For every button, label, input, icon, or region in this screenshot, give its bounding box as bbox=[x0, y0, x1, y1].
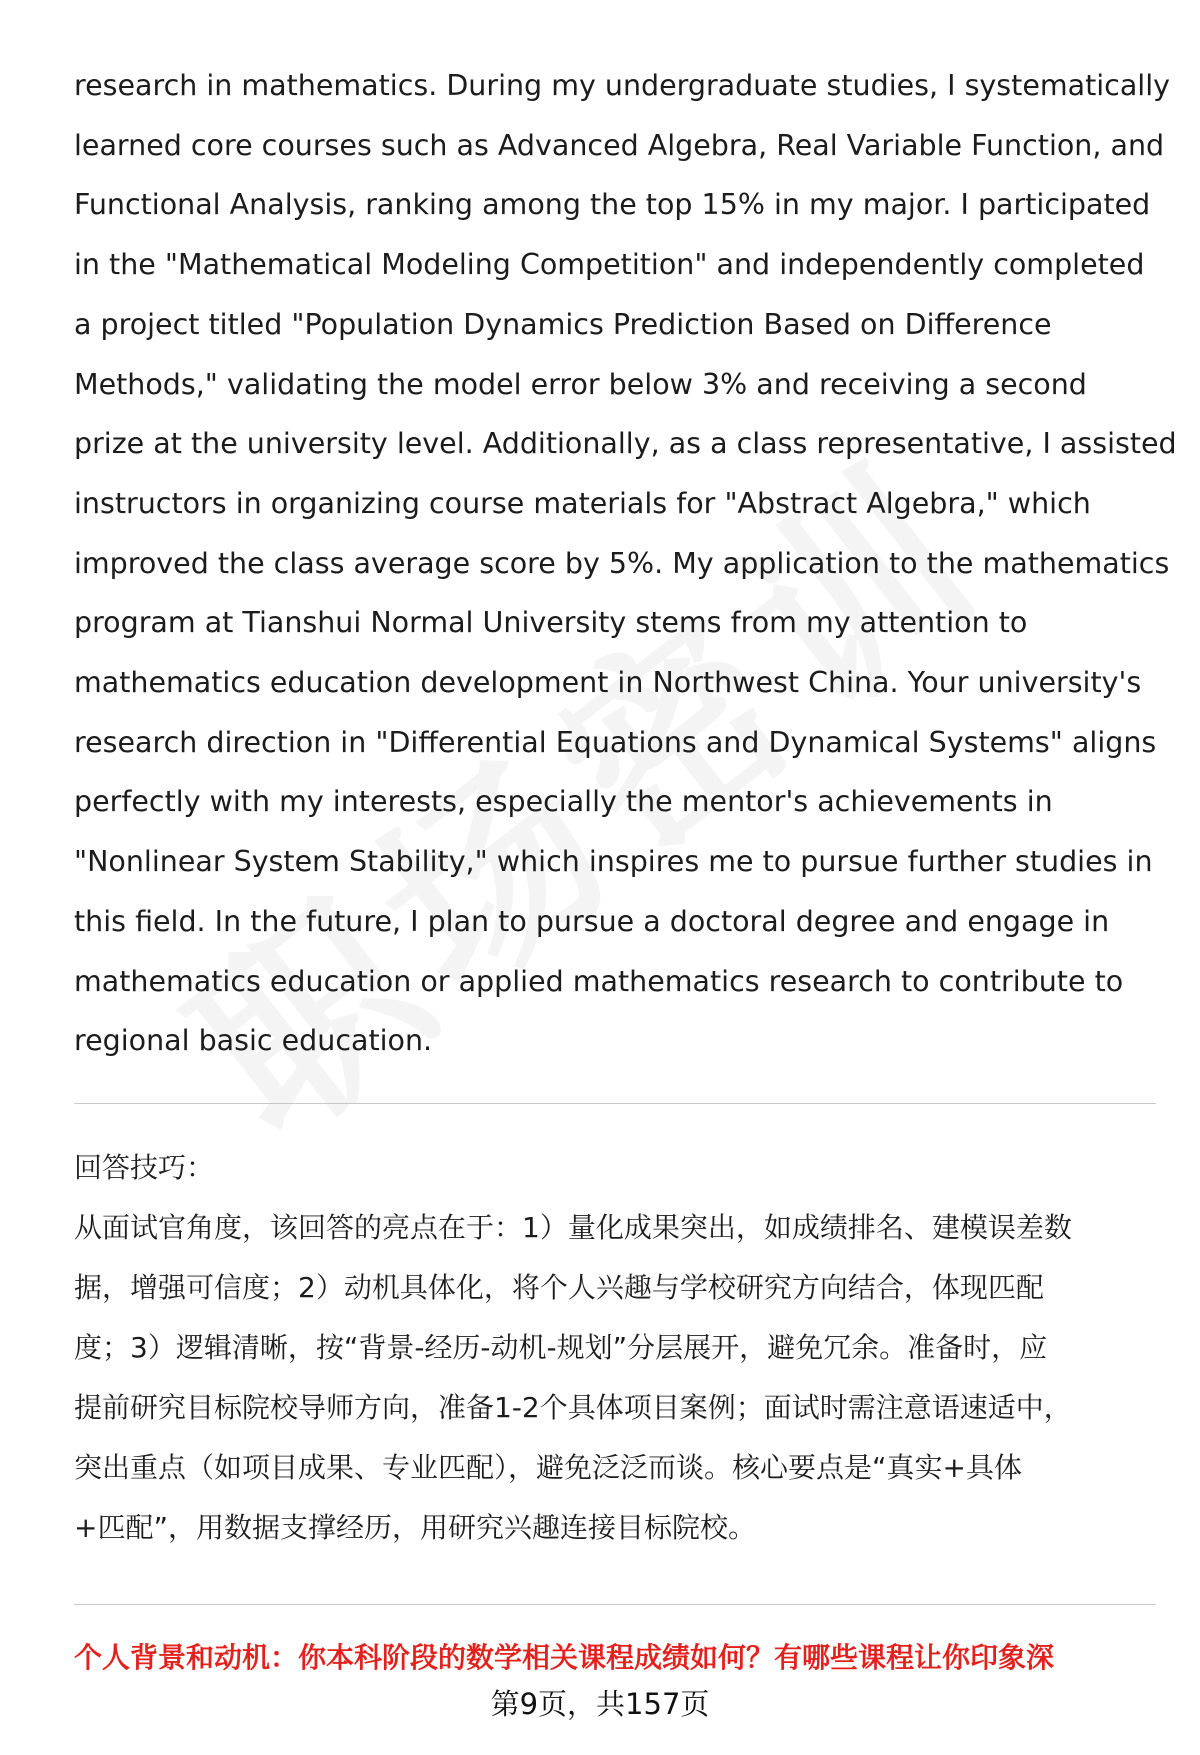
answer-line: research direction in "Differential Equations and Dynamical Systems" aligns bbox=[74, 725, 1157, 759]
answer-line: improved the class average score by 5%. My application to the mathematics bbox=[74, 546, 1170, 580]
page-number: 第9页，共157页 bbox=[490, 1687, 710, 1721]
answer-line: program at Tianshui Normal University stems from my attention to bbox=[74, 606, 1028, 640]
answer-line: instructors in organizing course materials for "Abstract Algebra," which bbox=[74, 486, 1091, 520]
answer-paragraph bbox=[74, 56, 1177, 1071]
tips-line: 突出重点（如项目成果、专业匹配），避免泛泛而谈。核心要点是“真实+具体 bbox=[74, 1451, 1022, 1484]
answer-line: perfectly with my interests, especially the mentor's achievements in bbox=[74, 785, 1053, 819]
next-question-heading: 个人背景和动机：你本科阶段的数学相关课程成绩如何？有哪些课程让你印象深 bbox=[74, 1641, 1055, 1674]
answer-line: prize at the university level. Additionally, as a class representative, I assisted bbox=[74, 427, 1177, 461]
tips-heading: 回答技巧： bbox=[74, 1151, 215, 1184]
answer-line: mathematics education development in Northwest China. Your university's bbox=[74, 666, 1142, 700]
tips-line: 从面试官角度，该回答的亮点在于：1）量化成果突出，如成绩排名、建模误差数 bbox=[74, 1211, 1072, 1244]
answer-line: a project titled "Population Dynamics Prediction Based on Difference bbox=[74, 307, 1052, 341]
tips-line: +匹配”，用数据支撑经历，用研究兴趣连接目标院校。 bbox=[74, 1511, 756, 1544]
answer-line: mathematics education or applied mathematics research to contribute to bbox=[74, 964, 1124, 998]
answer-line: research in mathematics. During my undergraduate studies, I systematically bbox=[74, 69, 1171, 102]
answer-line: Functional Analysis, ranking among the top 15% in my major. I participated bbox=[74, 188, 1151, 222]
answer-line: regional basic education. bbox=[74, 1024, 433, 1058]
tips-line: 度；3）逻辑清晰，按“背景-经历-动机-规划”分层展开，避免冗余。准备时，应 bbox=[74, 1331, 1048, 1364]
tips-line: 据，增强可信度；2）动机具体化，将个人兴趣与学校研究方向结合，体现匹配 bbox=[74, 1271, 1044, 1304]
answer-line: in the "Mathematical Modeling Competition" and independently completed bbox=[74, 248, 1145, 282]
answer-line: learned core courses such as Advanced Algebra, Real Variable Function, and bbox=[74, 128, 1165, 162]
section-divider bbox=[74, 1103, 1156, 1104]
answer-line: this field. In the future, I plan to pursue a doctoral degree and engage in bbox=[74, 904, 1110, 938]
answer-line: Methods," validating the model error below 3% and receiving a second bbox=[74, 367, 1087, 401]
tips-line: 提前研究目标院校导师方向，准备1-2个具体项目案例；面试时需注意语速适中， bbox=[74, 1391, 1072, 1424]
section-divider bbox=[74, 1604, 1156, 1605]
answer-line: "Nonlinear System Stability," which inspires me to pursue further studies in bbox=[74, 845, 1153, 879]
answer-tips-section bbox=[74, 1138, 1164, 1558]
